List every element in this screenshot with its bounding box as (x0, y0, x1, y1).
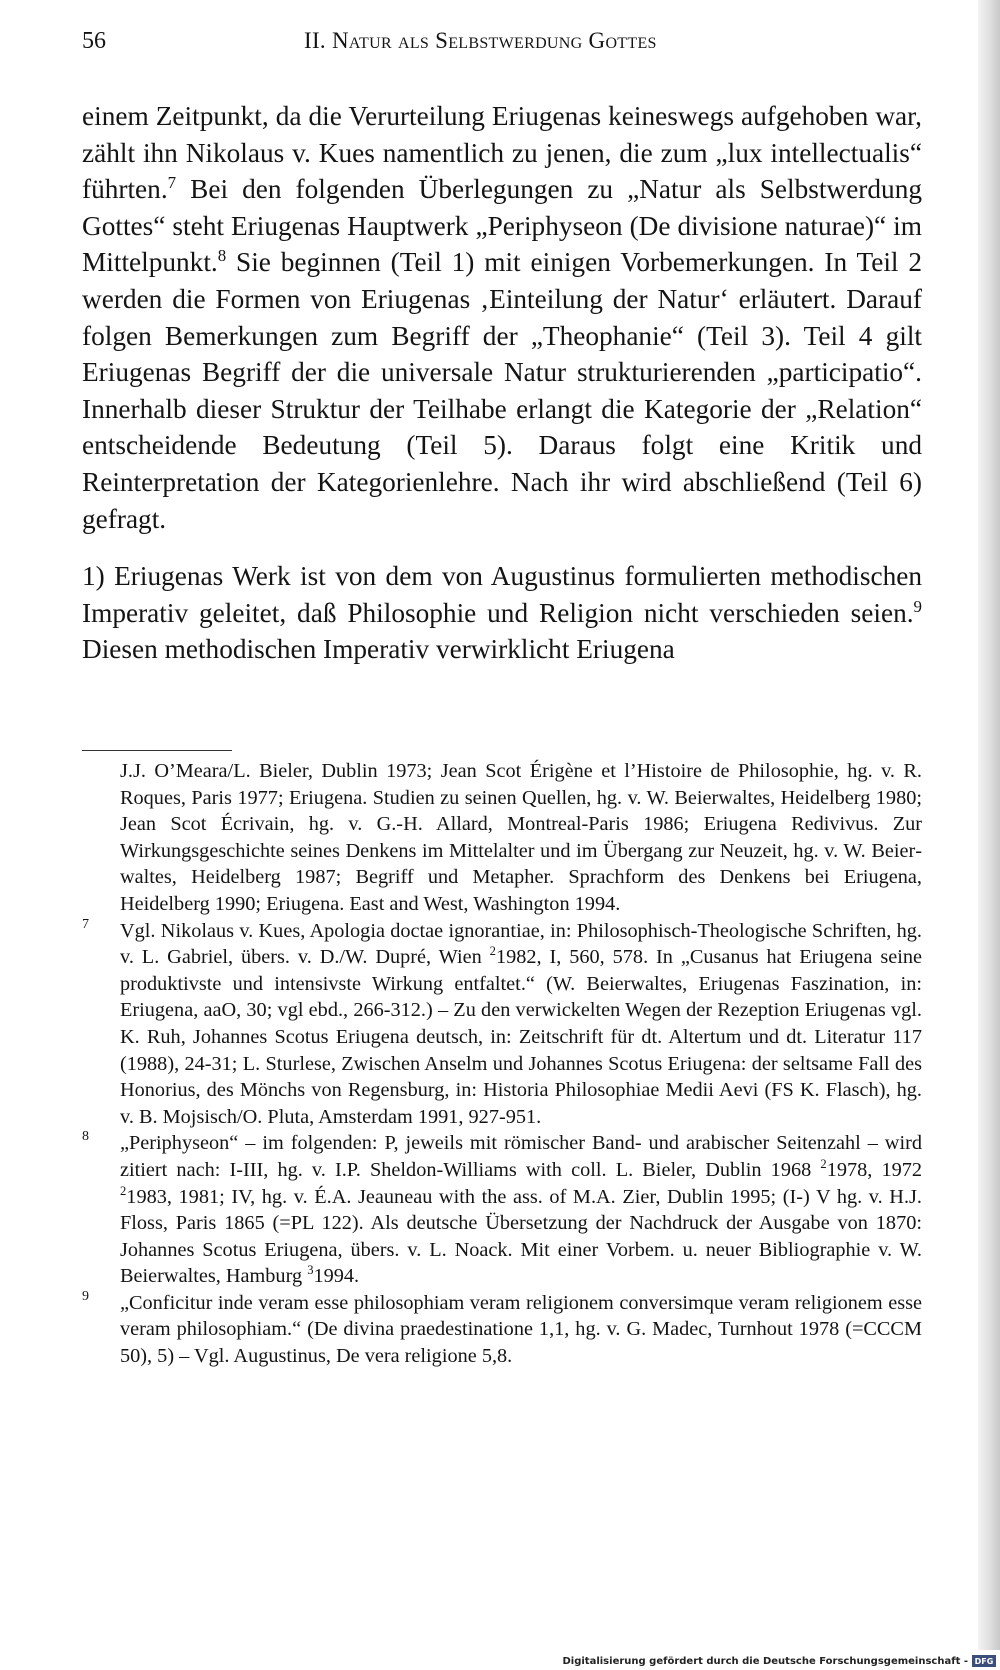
page-number: 56 (82, 28, 106, 54)
edition-superscript: 2 (820, 1157, 827, 1172)
edition-superscript: 2 (120, 1183, 127, 1198)
footnote-text: Vgl. Nikolaus v. Kues, Apologia doctae ignorantiae, in: Philosophisch-Theologische Schriften, hg. v. L. Gabriel, übers. v. D./W. Dupré, Wien (120, 919, 922, 969)
footnote-marker: 7 (82, 916, 89, 932)
digitization-footer (562, 1652, 1000, 1670)
footnote-continuation (82, 758, 922, 918)
body-paragraph (82, 558, 922, 668)
digitization-credit: Digitalisierung gefördert durch die Deutsche Forschungsgemeinschaft - (562, 1655, 968, 1667)
footnote-text: 1982, I, 560, 578. In „Cusanus hat Eriugena seine produktivste und intensivste Wirkung entfaltet.“ (W. Beierwaltes, Eriugenas Faszination, in: Eriugena, aaO, 30; vgl ebd., 266-312.) – Zu den verwickelten Wegen der Rezeption Eriugenas vgl. K. Ruh, Johannes Scotus Eriugena deutsch, in: Zeitschrift für dt. Altertum und dt. Literatur 117 (1988), 24-31; L. Sturlese, Zwischen Anselm und Johannes Scotus Eriugena: der seltsame Fall des Honorius, des Mönchs von Regensburg, in: Historia Philosophiae Medii Aevi (FS K. Flasch), hg. v. B. Mojsisch/O. Pluta, Amsterdam 1991, 927-951. (120, 946, 922, 1128)
footnote-text: 1983, 1981; IV, hg. v. É.A. Jeauneau with the ass. of M.A. Zier, Dublin 1995; (I-) V hg. v. H.J. Floss, Paris 1865 (=PL 122). Als deutsche Übersetzung der Nachdruck der Ausgabe von 1870: Johannes Scotus Eriugena, übers. v. L. Noack. Mit einer Vorbem. u. neuer Bibliographie v. W. Beierwaltes, Hamburg (120, 1185, 922, 1288)
body-text: Bei den folgenden Überlegungen zu „Natur als Selbstwerdung Gottes“ steht Eriugenas Hauptwerk „Periphyseon (De divisione naturae)“ im Mittelpunkt. (82, 174, 922, 278)
edition-superscript: 3 (307, 1263, 314, 1278)
footnote-text: „Conficitur inde veram esse philosophiam veram religionem conversimque veram religionem esse veram philosophiam.“ (De divina praedestinatione 1,1, hg. v. G. Madec, Turnhout 1978 (=CCCM 50), 5) – Vgl. Augustinus, De vera religione 5,8. (120, 1291, 922, 1368)
footnotes (82, 758, 922, 1370)
footnote-9 (82, 1290, 922, 1370)
footnote-text: J.J. O’Meara/L. Bieler, Dublin 1973; Jean Scot Érigène et l’Histoire de Philosophie, hg. v. R. Roques, Paris 1977; Eriugena. Studien zu seinen Quellen, hg. v. W. Beierwaltes, Heidelberg 1980; Jean Scot Écrivain, hg. v. G.-H. Allard, Montreal-Paris 1986; Eriugena Redivivus. Zur Wirkungsgeschichte seines Denkens im Mittelalter und im Übergang zur Neuzeit, hg. v. W. Beierwaltes, Heidelberg 1987; Begriff und Metapher. Sprachform des Denkens bei Eriugena, Heidelberg 1990; Eriugena. East and West, Washington 1994. (120, 760, 922, 915)
footnote-text: „Periphyseon“ – im folgenden: P, jeweils mit römischer Band- und arabischer Seitenzahl – wird zitiert nach: I-III, hg. v. I.P. Sheldon-Williams with coll. L. Bieler, Dublin 1968 (120, 1132, 922, 1181)
footnote-marker: 9 (82, 1288, 89, 1304)
body-text: Diesen methodischen Imperativ verwirklicht Eriugena (82, 634, 675, 665)
footnote-text: 1978, 1972 (826, 1158, 923, 1181)
running-title: II. Natur als Selbstwerdung Gottes (304, 28, 657, 53)
footnote-ref-8[interactable]: 8 (217, 246, 227, 266)
dfg-logo-icon: DFG (972, 1655, 996, 1667)
footnote-ref-7[interactable]: 7 (167, 173, 177, 193)
body-text: Sie beginnen (Teil 1) mit einigen Vorbemerkungen. In Teil 2 werden die Formen von Eriugenas ‚Einteilung der Natur‘ erläutert. Darauf folgen Bemerkungen zum Begriff der „Theophanie“ (Teil 3). Teil 4 gilt Eriugenas Begriff der die universale Natur strukturierenden „participatio“. Innerhalb dieser Struktur der Teilhabe erlangt die Kategorie der „Relation“ entscheidende Bedeutung (Teil 5). Daraus folgt eine Kritik und Reinterpretation der Kategorienlehre. Nach ihr wird abschließend (Teil 6) gefragt. (82, 247, 922, 534)
footnote-marker: 8 (82, 1129, 89, 1145)
footnote-ref-9[interactable]: 9 (913, 596, 922, 616)
body-text: einem Zeitpunkt, da die Verurteilung Eriugenas keineswegs aufgehoben war, zählt ihn Nikolaus v. Kues namentlich zu jenen, die zum „lux intellectualis“ führten. (82, 101, 922, 205)
running-head (82, 26, 922, 56)
page-edge-shadow (978, 0, 1000, 1650)
footnote-8 (82, 1130, 922, 1290)
body-text: 1) Eriugenas Werk ist von dem von Augustinus formulierten methodischen Imperativ geleitet, daß Philosophie und Religion nicht verschieden seien. (82, 561, 922, 628)
footnote-text: 1994. (313, 1265, 360, 1288)
main-text (82, 98, 922, 668)
edition-superscript: 2 (489, 944, 496, 959)
body-paragraph (82, 98, 922, 537)
footnote-7 (82, 918, 922, 1131)
footnote-divider (82, 750, 232, 751)
